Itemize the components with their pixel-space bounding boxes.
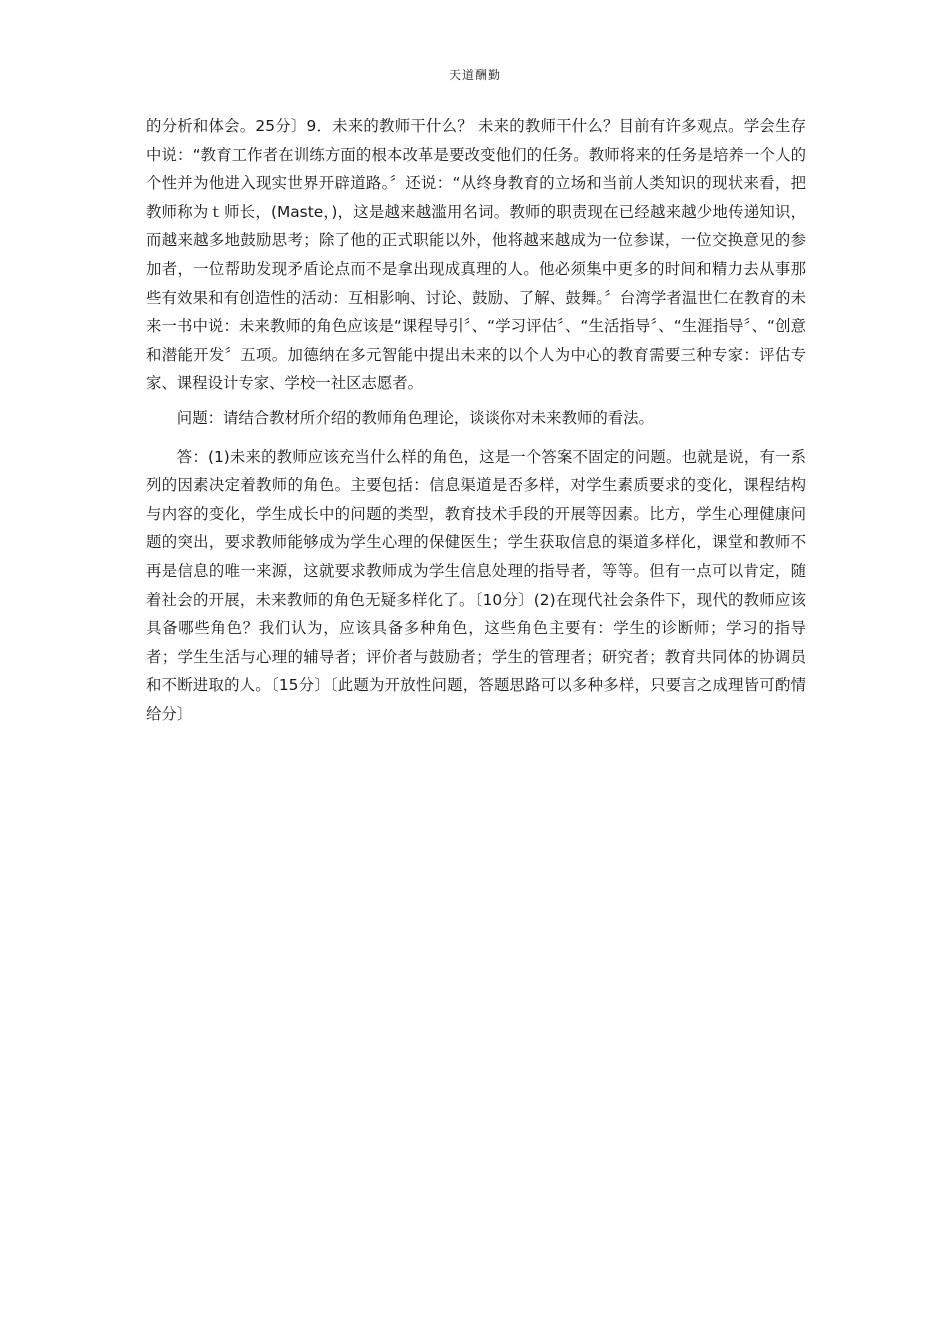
page-header-title: 天道酬勤 [448,68,501,82]
paragraph-question: 问题：请结合教材所介绍的教师角色理论，谈谈你对未来教师的看法。 [176,408,654,427]
paragraph-context: 的分析和体会。25分〕9．未来的教师干什么？ 未来的教师干什么？目前有许多观点。学会生存中说：“教育工作者在训练方面的根本改革是要改变他们的任务。教师将来的任务是培养一个人的个性并为他进入现实世界开辟道路。〞还说：“从终身教育的立场和当前人类知识的现状来看，把教师称为ｔ师长，(Maste，)，这是越来越滥用名词。教师的职责现在已经越来越少地传递知识，而越来越多地鼓励思考；除了他的正式职能以外，他将越来越成为一位参谋，一位交换意见的参加者，一位帮助发现矛盾论点而不是拿出现成真理的人。他必须集中更多的时间和精力去从事那些有效果和有创造性的活动：互相影响、讨论、鼓励、了解、鼓舞。〞台湾学者温世仁在教育的未来一书中说：未来教师的角色应该是“课程导引〞、“学习评估〞、“生活指导〞、“生涯指导〞、“创意和潜能开发〞五项。加德纳在多元智能中提出未来的以个人为中心的教育需要三种专家：评估专家、课程设计专家、学校一社区志愿者。 [146,117,806,393]
paragraph-answer: 答：(1)未来的教师应该充当什么样的角色，这是一个答案不固定的问题。也就是说，有一系列的因素决定着教师的角色。主要包括：信息渠道是否多样，对学生素质要求的变化，课程结构与内容的变化，学生成长中的问题的类型，教育技术手段的开展等因素。比方，学生心理健康问题的突出，要求教师能够成为学生心理的保健医生；学生获取信息的渠道多样化，课堂和教师不再是信息的唯一来源，这就要求教师成为学生信息处理的指导者，等等。但有一点可以肯定，随着社会的开展，未来教师的角色无疑多样化了。〔10分〕(2)在现代社会条件下，现代的教师应该具备哪些角色？我们认为，应该具备多种角色，这些角色主要有：学生的诊断师；学习的指导者；学生生活与心理的辅导者；评价者与鼓励者；学生的管理者；研究者；教育共同体的协调员和不断进取的人。〔15分〕〔此题为开放性问题，答题思路可以多种多样，只要言之成理皆可酌情给分〕 [146,447,806,723]
document-body [146,112,806,728]
